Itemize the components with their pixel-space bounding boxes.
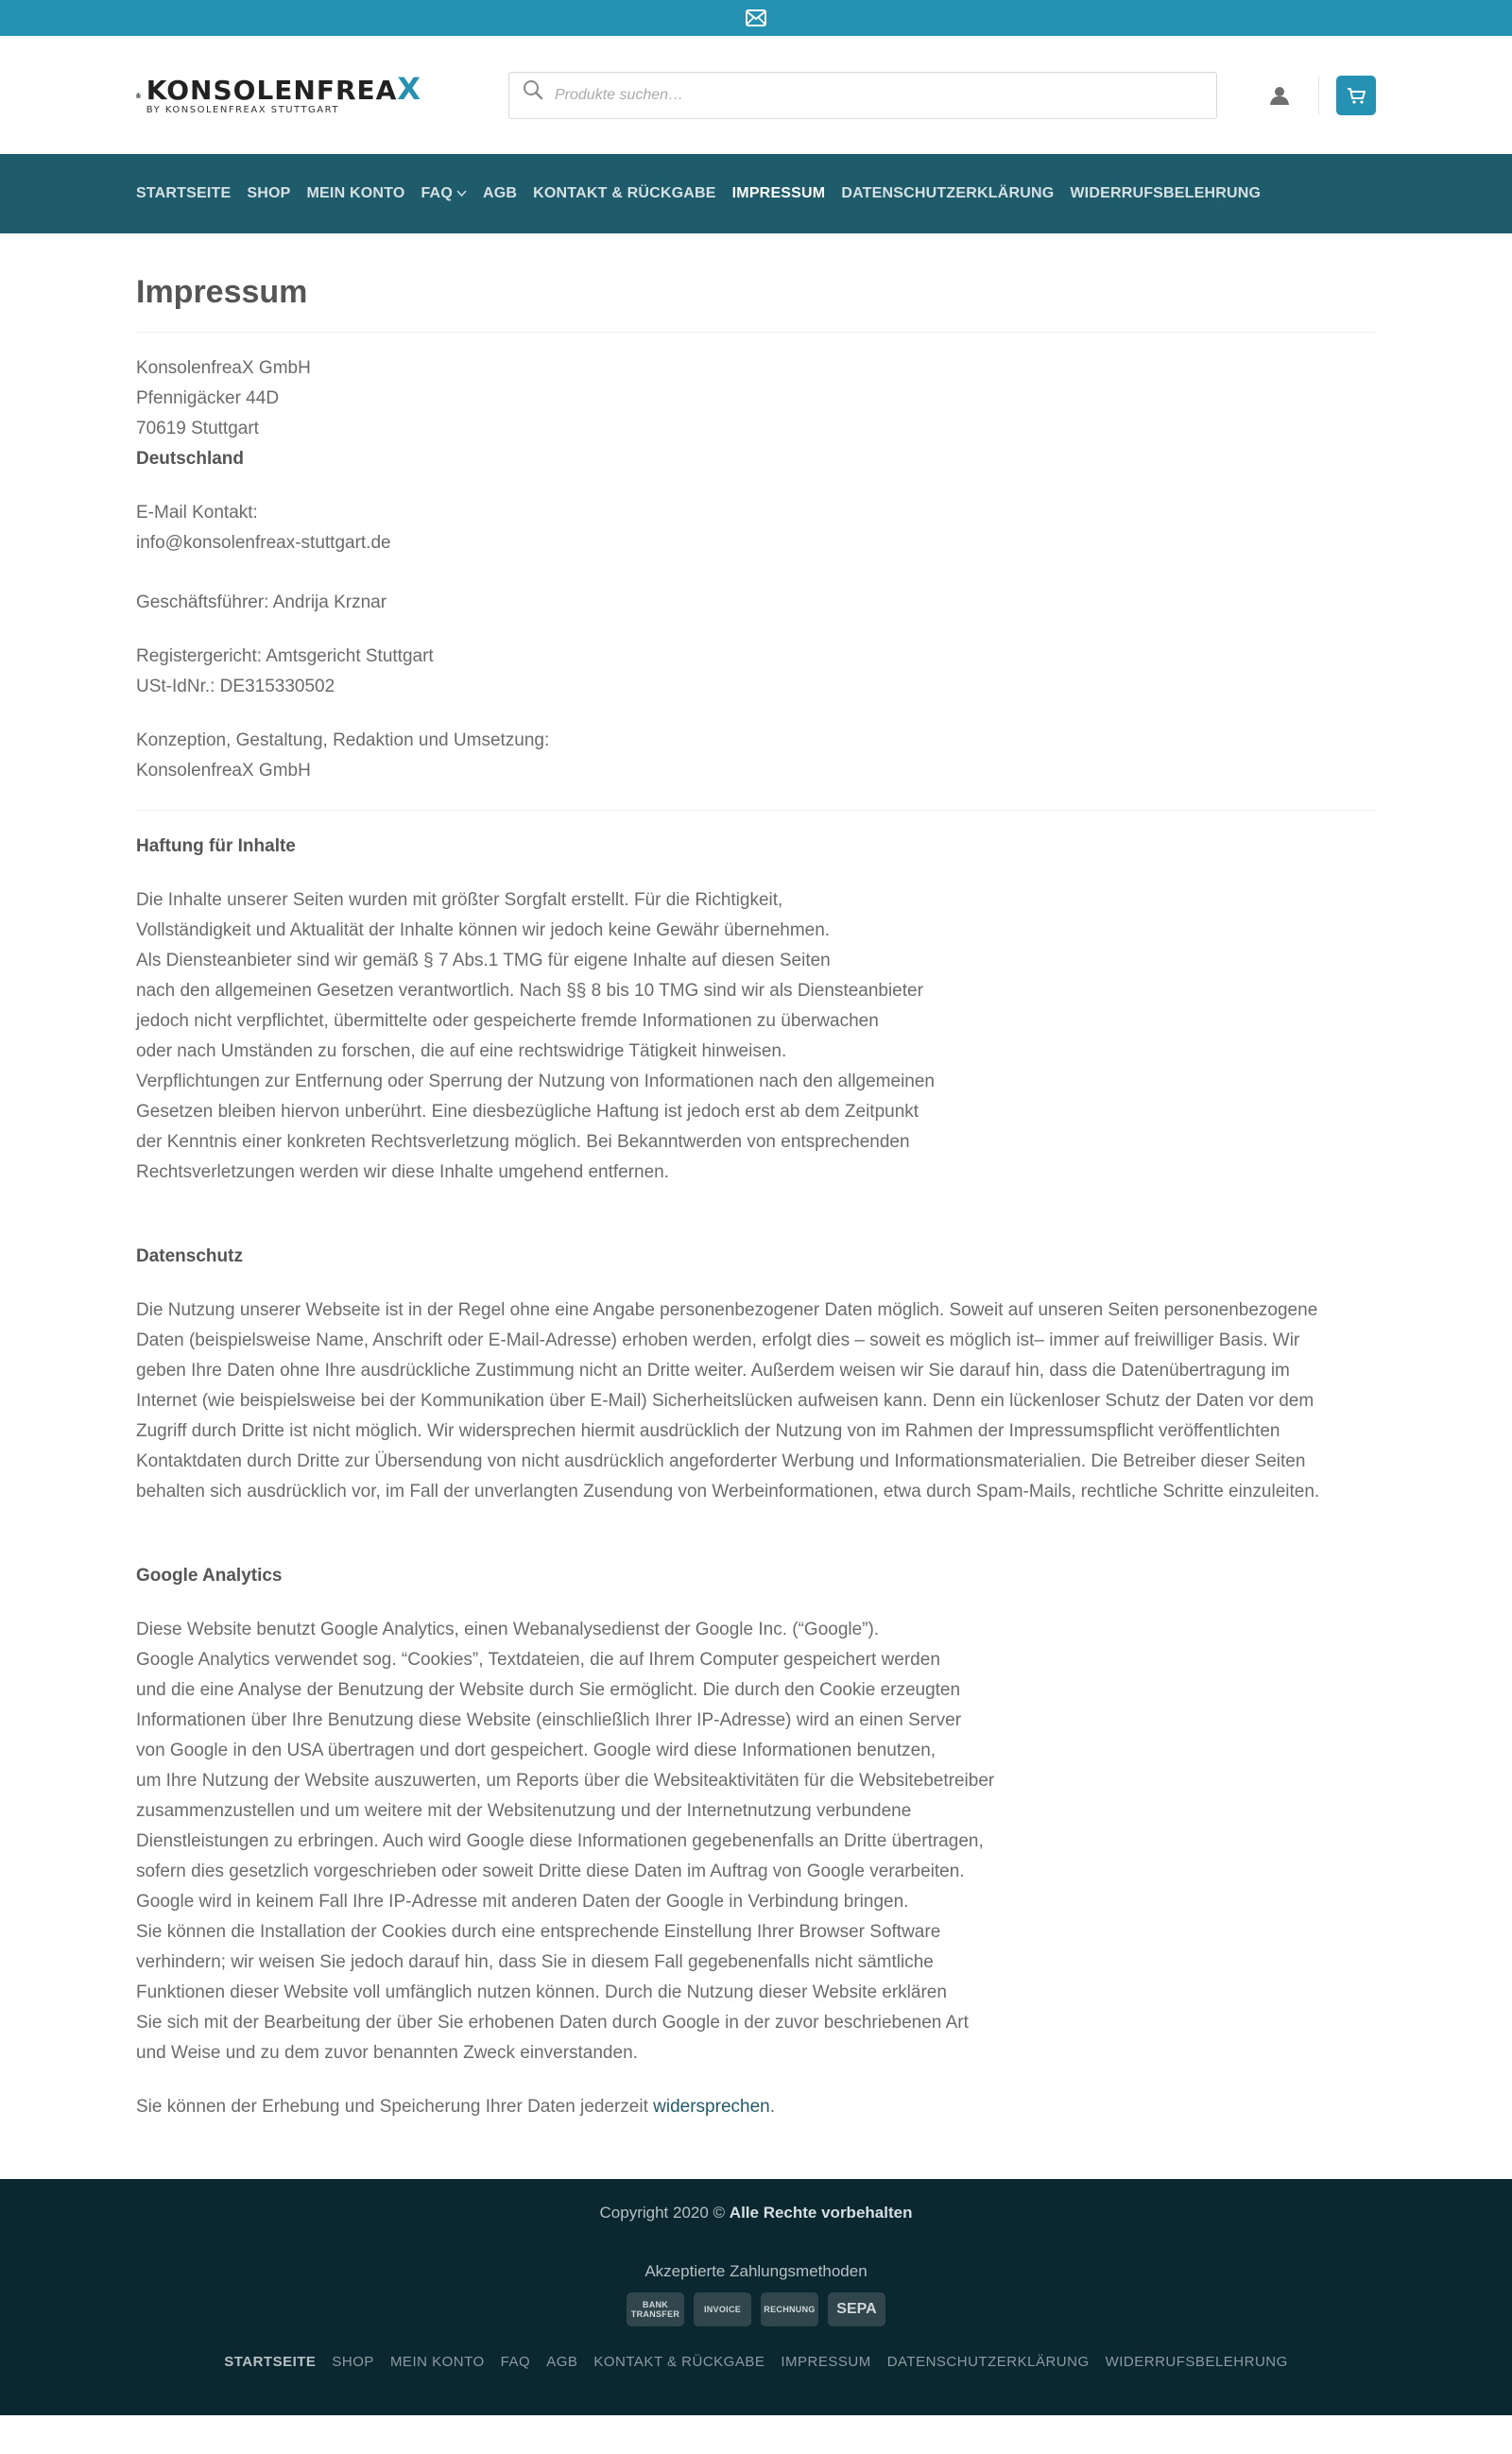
section-heading-haftung: Haftung für Inhalte [136,836,296,856]
header-divider [1318,77,1319,114]
nav-item-faq[interactable]: FAQ [421,179,467,209]
text-line: von Google in den USA übertragen und dort gespeichert. Google wird diese Informationen benutzen, [136,1741,936,1760]
sepa-icon: SEPA [828,2292,885,2326]
email-address: info@konsolenfreax-stuttgart.de [136,533,391,553]
text-line: Sie können die Installation der Cookies durch eine entsprechende Einstellung Ihrer Browser Software [136,1922,941,1942]
ceo: Geschäftsführer: Andrija Krznar [136,592,387,612]
text-line: zusammenzustellen und um weitere mit der Websitenutzung und der Internetnutzung verbundene [136,1801,912,1821]
payment-methods-title: Akzeptierte Zahlungsmethoden [644,2262,868,2280]
concept-value: KonsolenfreaX GmbH [136,761,311,781]
footer-navigation [0,2349,1512,2376]
text-line: Zugriff durch Dritte ist nicht möglich. Wir widersprechen hiermit ausdrücklich der Nutzung von im Rahmen der Impressumspflicht veröffentlichten [136,1421,1280,1441]
text-line: Dienstleistungen zu erbringen. Auch wird Google diese Informationen gegebenenfalls an Dritte übertragen, [136,1831,984,1851]
text-line: jedoch nicht verpflichtet, übermittelte oder gespeicherte fremde Informationen zu überwachen [136,1011,879,1031]
nav-item-startseite[interactable]: STARTSEITE [136,185,232,201]
text-line: Kontaktdaten durch Dritte zur Übersendung von nicht ausdrücklich angeforderter Werbung und Informationsmaterialien. Die Betreiber dieser Seiten [136,1451,1306,1471]
register-block [136,642,1376,702]
text-line: nach den allgemeinen Gesetzen verantwortlich. Nach §§ 8 bis 10 TMG sind wir als Diensteanbieter [136,981,923,1001]
user-icon[interactable] [1265,81,1294,110]
text-line: und die eine Analyse der Benutzung der Website durch Sie ermöglicht. Die durch den Cookie erzeugten [136,1680,961,1700]
site-logo[interactable] [136,48,421,143]
footer-link-widerrufsbelehrung[interactable]: WIDERRUFSBELEHRUNG [1105,2354,1288,2370]
product-search[interactable] [508,72,1217,119]
concept-label: Konzeption, Gestaltung, Redaktion und Umsetzung: [136,730,550,750]
text-line: Google Analytics verwendet sog. “Cookies”, Textdateien, die auf Ihrem Computer gespeichert werden [136,1650,940,1670]
text-line: Vollständigkeit und Aktualität der Inhalte können wir jedoch keine Gewähr übernehmen. [136,920,831,940]
text-line: oder nach Umständen zu forschen, die auf eine rechtswidrige Tätigkeit hinweisen. [136,1041,787,1061]
nav-item-datenschutzerklaerung[interactable]: DATENSCHUTZERKLÄRUNG [841,185,1055,201]
footer-link-mein-konto[interactable]: MEIN KONTO [389,2354,485,2370]
email-block [136,498,1376,558]
copyright: Copyright 2020 © Alle Rechte vorbehalten [599,2204,913,2222]
footer-link-datenschutzerklaerung[interactable]: DATENSCHUTZERKLÄRUNG [886,2354,1090,2370]
text-line: Sie sich mit der Bearbeitung der über Sie erhobenen Daten durch Google in der zuvor beschriebenen Art [136,2013,969,2033]
divider [136,810,1376,811]
mail-icon[interactable] [746,9,766,26]
text-line: behalten sich ausdrücklich vor, im Fall der unverlangten Zusendung von Werbeinformationen, etwa durch Spam-Mails, rechtliche Schritte einzuleiten. [136,1482,1320,1502]
text-line: sofern dies gesetzlich vorgeschrieben oder soweit Dritte diese Daten im Auftrag von Google verarbeiten. [136,1862,965,1881]
cart-icon [1347,87,1366,104]
top-bar [0,0,1512,36]
text-line: Diese Website benutzt Google Analytics, einen Webanalysedienst der Google Inc. (“Google”). [136,1620,880,1639]
nav-item-shop[interactable]: SHOP [247,185,291,201]
text-line: Google wird in keinem Fall Ihre IP-Adresse mit anderen Daten der Google in Verbindung bringen. [136,1892,909,1912]
text-line: Informationen über Ihre Benutzung diese Website (einschließlich Ihrer IP-Adresse) wird an einen Server [136,1710,962,1730]
register-court: Registergericht: Amtsgericht Stuttgart [136,646,434,666]
nav-item-kontakt-rueckgabe[interactable]: KONTAKT & RÜCKGABE [533,185,716,201]
logo-title: KONSOLENFREAX [146,70,421,107]
text-line: Als Diensteanbieter sind wir gemäß § 7 Abs.1 TMG für eigene Inhalte auf diesen Seiten [136,951,831,970]
site-header [0,36,1512,154]
footer-link-agb[interactable]: AGB [546,2354,578,2370]
section-heading-datenschutz: Datenschutz [136,1246,243,1266]
vat-id: USt-IdNr.: DE315330502 [136,677,335,696]
payment-methods [0,2292,1512,2326]
text-line: geben Ihre Daten ohne Ihre ausdrückliche Zustimmung nicht an Dritte weiter. Außerdem weisen wir Sie darauf hin, dass die Datenübertragung im [136,1361,1290,1381]
optout-paragraph: Sie können der Erhebung und Speicherung Ihrer Daten jederzeit widersprechen. [136,2097,775,2117]
optout-link[interactable]: widersprechen [653,2097,770,2117]
footer-link-shop[interactable]: SHOP [332,2354,374,2370]
text-line: Funktionen dieser Website voll umfänglich nutzen können. Durch die Nutzung dieser Website erklären [136,1982,947,2002]
nav-item-mein-konto[interactable]: MEIN KONTO [306,185,405,201]
footer-link-impressum[interactable]: IMPRESSUM [781,2354,871,2370]
datenschutz-text [136,1296,1376,1507]
footer-link-kontakt-rueckgabe[interactable]: KONTAKT & RÜCKGABE [593,2354,765,2370]
text-line: Verpflichtungen zur Entfernung oder Sperrung der Nutzung von Informationen nach den allgemeinen [136,1072,935,1091]
text-line: und Weise und zu dem zuvor benannten Zweck einverstanden. [136,2043,638,2063]
concept-block [136,726,1376,786]
invoice-icon: INVOICE [694,2292,751,2326]
bank-transfer-icon: BANK TRANSFER [627,2292,684,2326]
nav-item-agb[interactable]: AGB [482,185,518,201]
joystick-logo-icon [136,53,141,138]
rechnung-icon: RECHNUNG [761,2292,818,2326]
text-line: der Kenntnis einer konkreten Rechtsverletzung möglich. Bei Bekanntwerden von entsprechenden [136,1132,910,1152]
text-line: verhindern; wir weisen Sie jedoch darauf hin, dass Sie in diesem Fall gegebenenfalls nicht sämtliche [136,1952,934,1972]
text-line: Daten (beispielsweise Name, Anschrift oder E-Mail-Adresse) erhoben werden, erfolgt dies – soweit es möglich ist– immer auf freiwilliger Basis. Wir [136,1330,1300,1350]
company-name: KonsolenfreaX GmbH [136,358,311,378]
address-block [136,353,1376,474]
nav-item-widerrufsbelehrung[interactable]: WIDERRUFSBELEHRUNG [1070,185,1262,201]
logo-subtitle: BY KONSOLENFREAX STUTTGART [146,104,339,115]
email-label: E-Mail Kontakt: [136,503,258,523]
analytics-text [136,1615,1376,2068]
text-line: Die Nutzung unserer Webseite ist in der Regel ohne eine Angabe personenbezogener Daten möglich. Soweit auf unseren Seiten personenbezogene [136,1300,1318,1320]
city: 70619 Stuttgart [136,419,259,438]
section-heading-analytics: Google Analytics [136,1566,283,1586]
site-footer [0,2179,1512,2415]
text-line: Internet (wie beispielsweise bei der Kommunikation über E-Mail) Sicherheitslücken aufweisen kann. Denn ein lückenloser Schutz der Daten vor dem [136,1391,1314,1411]
country: Deutschland [136,449,245,469]
page-content [0,233,1512,2179]
search-input[interactable] [555,87,1178,104]
text-line: Gesetzen bleiben hiervon unberührt. Eine diesbezügliche Haftung ist jedoch erst ab dem Zeitpunkt [136,1102,919,1122]
nav-item-impressum[interactable]: IMPRESSUM [731,185,826,201]
footer-link-startseite[interactable]: STARTSEITE [224,2354,317,2370]
text-line: Rechtsverletzungen werden wir diese Inhalte umgehend entfernen. [136,1162,670,1182]
ceo-block [136,588,1376,618]
text-line: um Ihre Nutzung der Website auszuwerten, um Reports über die Websiteaktivitäten für die Websitebetreiber [136,1771,995,1791]
haftung-text [136,885,1376,1188]
cart-button[interactable] [1336,76,1376,115]
search-icon[interactable] [523,79,543,111]
chevron-down-icon [456,179,467,209]
main-navigation [0,154,1512,233]
text-line: Die Inhalte unserer Seiten wurden mit größter Sorgfalt erstellt. Für die Richtigkeit, [136,890,783,910]
footer-link-faq[interactable]: FAQ [500,2354,531,2370]
page-title: Impressum [136,271,1376,333]
street: Pfennigäcker 44D [136,388,280,408]
